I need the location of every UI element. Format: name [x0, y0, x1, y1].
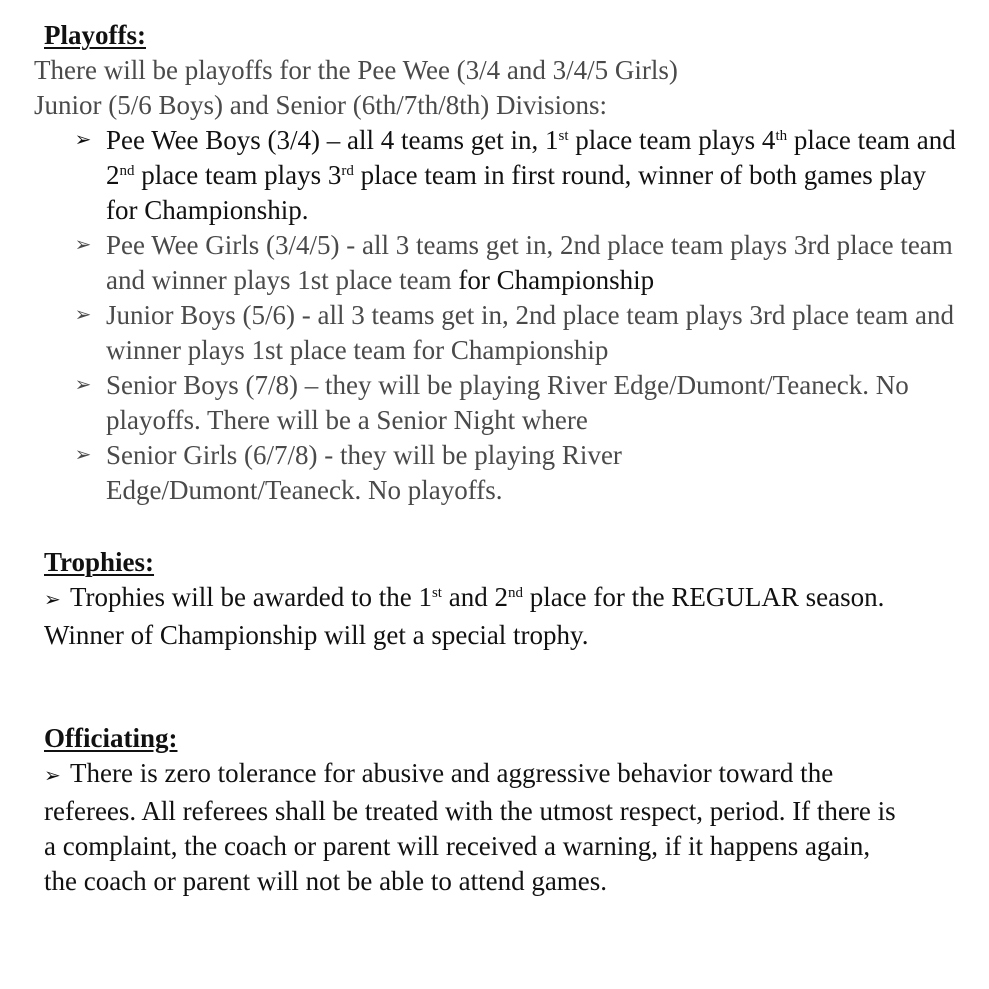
- playoffs-heading: Playoffs:: [44, 20, 146, 50]
- item-text: for Championship: [451, 265, 655, 295]
- trophies-heading: Trophies:: [44, 547, 155, 577]
- item-text: Senior Girls (6/7/8) - they will be playing River Edge/Dumont/Teaneck. No playoffs.: [106, 440, 622, 505]
- list-item: [72, 123, 957, 228]
- item-text: place team plays 4: [568, 125, 776, 155]
- bullet-arrow-icon: ➢: [44, 589, 61, 611]
- officiating-text: [44, 756, 904, 899]
- item-text: Pee Wee Boys (3/4) – all 4 teams get in, 1: [106, 125, 559, 155]
- trophies-text: [44, 580, 914, 653]
- list-item: [72, 298, 957, 368]
- item-text: Pee Wee Girls (3/4/5) - all 3 teams get in, 2nd place team plays 3rd place team and winner plays 1st place team: [106, 230, 953, 295]
- item-text: place team in first round, winner of both games play for Championship.: [106, 160, 927, 225]
- playoffs-list: [72, 123, 957, 508]
- trophies-text-b: and 2: [441, 582, 508, 612]
- bullet-arrow-icon: ➢: [74, 304, 92, 326]
- bullet-arrow-icon: ➢: [74, 234, 92, 256]
- list-item: [72, 438, 746, 508]
- list-item: [72, 368, 957, 438]
- ordinal-sup: st: [558, 128, 569, 144]
- item-text: Senior Boys (7/8) – they will be playing River Edge/Dumont/Teaneck. No playoffs. There will be a Senior Night where: [106, 370, 909, 435]
- ordinal-sup: th: [775, 128, 788, 144]
- trophies-text-a: Trophies will be awarded to the 1: [70, 582, 432, 612]
- ordinal-sup: rd: [341, 163, 354, 179]
- ordinal-sup: nd: [119, 163, 135, 179]
- trophies-text-c: place for the REGULAR season. Winner of Championship will get a special trophy.: [44, 582, 885, 650]
- bullet-arrow-icon: ➢: [74, 444, 92, 466]
- list-item: [72, 228, 957, 298]
- item-text: place team and 2: [106, 125, 956, 190]
- bullet-arrow-icon: ➢: [44, 765, 61, 787]
- officiating-body: There is zero tolerance for abusive and aggressive behavior toward the referees. All referees shall be treated with the utmost respect, period. If there is a complaint, the coach or parent will received a warning, if it happens again, the coach or parent will not be able to attend games.: [44, 758, 896, 896]
- bullet-arrow-icon: ➢: [74, 374, 92, 396]
- bullet-arrow-icon: ➢: [74, 129, 92, 151]
- officiating-heading: Officiating:: [44, 723, 178, 753]
- item-text: place team plays 3: [134, 160, 342, 190]
- ordinal-sup: nd: [507, 585, 523, 601]
- playoffs-intro: There will be playoffs for the Pee Wee (3/4 and 3/4/5 Girls) Junior (5/6 Boys) and Senior (6th/7th/8th) Divisions:: [34, 55, 678, 120]
- ordinal-sup: st: [431, 585, 442, 601]
- item-text: Junior Boys (5/6) - all 3 teams get in, 2nd place team plays 3rd place team and winner plays 1st place team for Championship: [106, 300, 955, 365]
